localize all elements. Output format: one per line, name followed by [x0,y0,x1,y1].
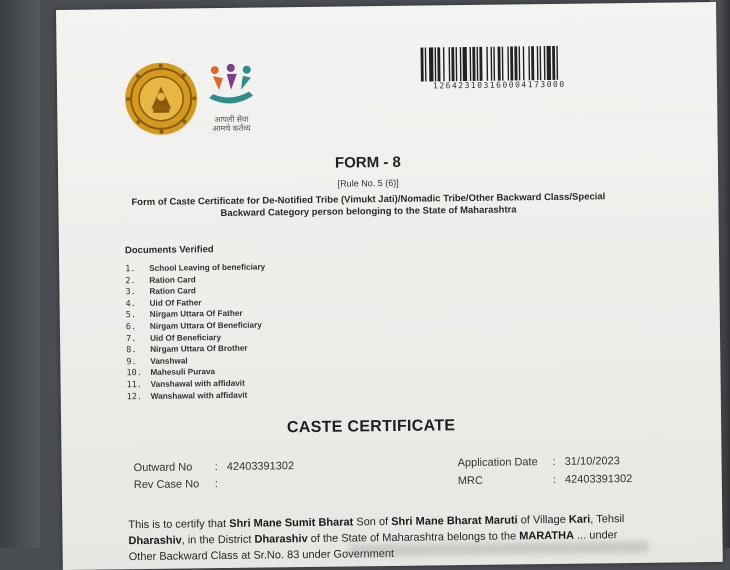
doc-label: Nirgam Uttara Of Brother [150,344,247,354]
logo-caption-line2: आमचे कर्तव्य [203,124,259,134]
barcode-bar [460,47,462,81]
logo-caption-line1: आपली सेवा [203,115,259,125]
doc-number: 10. [126,368,150,380]
barcode-icon [419,45,609,83]
body-text: This is to certify that [128,518,229,531]
doc-label: Ration Card [149,287,196,297]
doc-label: Ration Card [149,275,196,285]
barcode-bar [486,47,488,81]
doc-label: Vanshawal with affidavit [151,379,245,389]
barcode-bar [507,47,509,81]
barcode-bar [540,46,542,80]
barcode-bar [552,46,555,80]
doc-number: 4. [126,299,150,311]
desk-background-left [0,0,40,548]
barcode-bar [502,47,504,81]
list-item [125,261,265,274]
doc-label: Nirgam Uttara Of Beneficiary [150,321,262,331]
mrc-value: 42403391302 [565,473,632,486]
barcode-bar [463,47,468,81]
doc-label: Vanshwal [150,356,187,365]
doc-label: Uid Of Father [150,298,202,308]
doc-label: Uid Of Beneficiary [150,333,221,343]
barcode-bar [528,46,530,80]
barcode-bar [477,47,479,81]
caste-name: MARATHA [519,530,574,543]
doc-number: 5. [126,310,150,322]
beneficiary-name: Shri Mane Sumit Bharat [229,516,353,530]
separator: : [215,461,218,473]
doc-number: 9. [126,357,150,369]
barcode-bar [435,47,437,81]
barcode-bar [491,47,493,81]
certificate-title: CASTE CERTIFICATE [61,414,681,440]
barcode-bar [531,46,534,80]
documents-heading: Documents Verified [125,244,214,256]
district-name: Dharashiv [254,533,307,546]
barcode-bar [537,46,539,80]
certificate-document [56,2,723,570]
mrc-label: MRC [458,474,544,487]
body-text: of the State of Maharashtra belongs to the [308,530,520,545]
barcode-bar [510,46,513,80]
doc-number: 2. [125,276,149,288]
documents-list [125,261,267,402]
certificate-body [128,511,639,565]
tehsil-name: Dharashiv [128,535,181,548]
village-name: Kari [569,514,591,526]
list-item [126,319,266,332]
barcode-bar [519,46,521,80]
application-date-field [458,455,620,469]
barcode-bar [544,46,546,80]
barcode-bar [443,47,445,81]
doc-number: 7. [126,333,150,345]
outward-no-field [134,460,295,474]
doc-number: 6. [126,322,150,334]
list-item [126,343,266,356]
barcode-bar [523,46,525,80]
barcode-bar [437,47,440,81]
barcode-bar [498,47,501,81]
doc-label: Nirgam Uttara Of Father [150,309,243,319]
body-text: , Tehsil [590,513,624,525]
separator: : [553,456,556,468]
body-text: , in the District [182,534,255,547]
form-title: FORM - 8 [58,150,678,175]
rev-case-no-field [134,478,224,491]
form-subtitle: Form of Caste Certificate for De-Notified Tribe (Vimukt Jati)/Nomadic Tribe/Other Backward Class/Special Backward Category person belonging to the State of Maharashtra [128,191,608,221]
barcode-bar [451,47,454,81]
body-text: Son of [353,516,391,528]
barcode-bar [449,47,451,81]
separator: : [553,474,556,486]
outward-no-label: Outward No [134,461,206,474]
hands-logo-icon [203,60,260,111]
barcode-bar [421,48,424,82]
barcode-bar [556,46,558,80]
barcode-bar [479,47,482,81]
doc-number: 12. [127,391,151,403]
list-item [127,389,267,402]
mrc-field [458,473,633,487]
barcode-bar [470,47,472,81]
doc-number: 3. [125,287,149,299]
father-name: Shri Mane Bharat Maruti [391,514,518,528]
barcode-number: 126423103160004173000 [433,79,613,90]
application-date-value: 31/10/2023 [565,455,620,468]
doc-label: Wanshawal with affidavit [151,390,248,400]
barcode-bar [493,47,495,81]
barcode-bar [547,46,552,80]
application-date-label: Application Date [458,456,544,469]
doc-number: 8. [126,345,150,357]
government-seal-icon [123,60,200,137]
barcode-bar [429,47,434,81]
barcode-bar [456,47,458,81]
body-text: of Village [518,514,569,527]
body-text: ... under Other Backward Class at Sr.No. 83 under Government [129,529,618,563]
doc-number: 1. [125,264,149,276]
outward-no-value: 42403391302 [227,460,294,473]
form-rule: [Rule No. 5 (6)] [58,174,678,192]
barcode-bar [472,47,475,81]
barcode-bar [514,46,517,80]
doc-label: Mahesuli Purava [150,367,215,377]
separator: : [215,478,218,490]
doc-label: School Leaving of beneficiary [149,262,265,272]
barcode-bar [425,48,427,82]
rev-case-no-label: Rev Case No [134,478,206,491]
doc-number: 11. [127,380,151,392]
aapli-seva-logo [203,60,260,141]
